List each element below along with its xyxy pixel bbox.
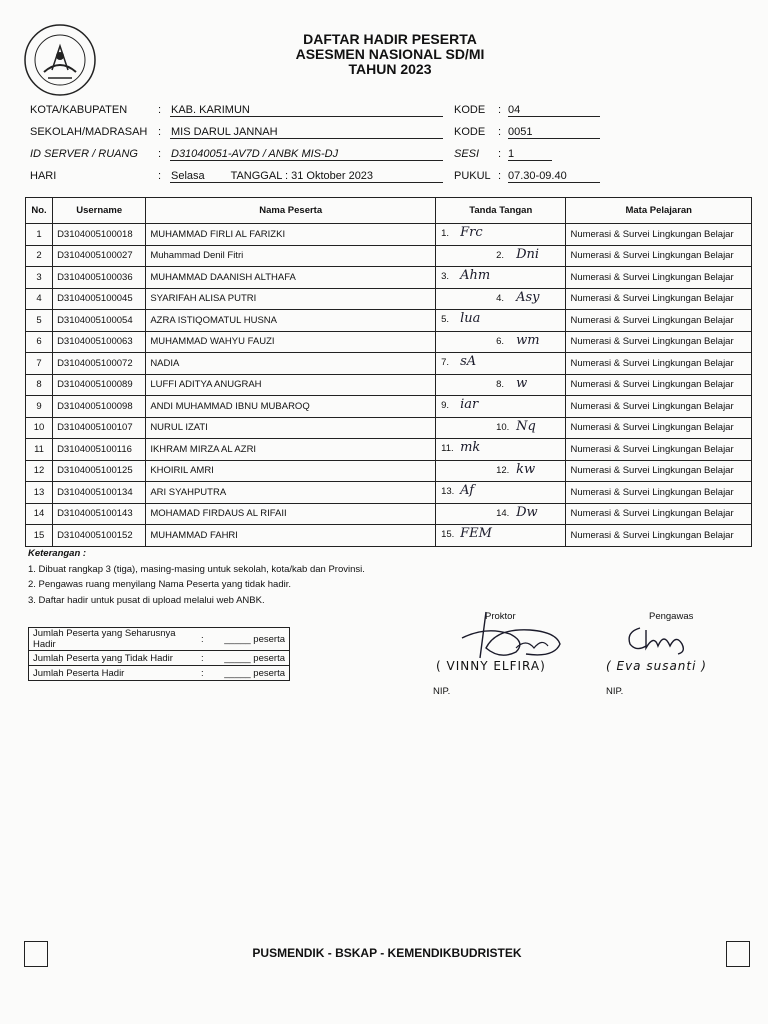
row-no: 15 bbox=[26, 525, 53, 547]
row-username: D3104005100098 bbox=[53, 396, 146, 418]
count-row bbox=[29, 628, 290, 651]
notes-title: Keterangan : bbox=[28, 548, 87, 559]
table-row bbox=[26, 245, 752, 267]
row-username: D3104005100045 bbox=[53, 288, 146, 310]
handwritten-signature: Dw bbox=[516, 504, 538, 520]
title-line-2: ASESMEN NASIONAL SD/MI bbox=[295, 46, 485, 62]
count-label: Jumlah Peserta yang Tidak Hadir bbox=[29, 651, 198, 666]
handwritten-signature: Ahm bbox=[460, 268, 491, 283]
table-row bbox=[26, 417, 752, 439]
signature-number: 9. bbox=[441, 400, 450, 411]
handwritten-signature: sA bbox=[460, 354, 477, 369]
handwritten-signature: Asy bbox=[516, 289, 540, 305]
row-mapel: Numerasi & Survei Lingkungan Belajar bbox=[566, 503, 752, 525]
row-signature-cell bbox=[436, 288, 566, 310]
row-name: IKHRAM MIRZA AL AZRI bbox=[146, 439, 436, 461]
row-mapel: Numerasi & Survei Lingkungan Belajar bbox=[566, 396, 752, 418]
row-no: 9 bbox=[26, 396, 53, 418]
attendance-table bbox=[25, 197, 752, 547]
title-line-1: DAFTAR HADIR PESERTA bbox=[303, 31, 477, 47]
row-name: AZRA ISTIQOMATUL HUSNA bbox=[146, 310, 436, 332]
count-value: _____ peserta bbox=[219, 666, 290, 681]
row-username: D3104005100152 bbox=[53, 525, 146, 547]
colon: : bbox=[498, 148, 502, 160]
row-no: 13 bbox=[26, 482, 53, 504]
row-signature-cell bbox=[436, 439, 566, 461]
colon: : bbox=[498, 126, 502, 138]
row-signature-cell bbox=[436, 267, 566, 289]
colon: : bbox=[158, 104, 162, 116]
footer-box-right bbox=[726, 941, 750, 967]
signature-number: 2. bbox=[496, 249, 505, 261]
signature-number: 14. bbox=[496, 507, 510, 519]
row-no: 11 bbox=[26, 439, 53, 461]
table-header-row bbox=[26, 198, 752, 224]
row-mapel: Numerasi & Survei Lingkungan Belajar bbox=[566, 288, 752, 310]
table-row bbox=[26, 460, 752, 482]
row-name: MUHAMMAD FAHRI bbox=[146, 525, 436, 547]
kode-label: KODE bbox=[454, 126, 486, 138]
sekolah-label: SEKOLAH/MADRASAH bbox=[30, 126, 148, 138]
kode-value: 04 bbox=[508, 104, 600, 117]
handwritten-signature: kw bbox=[516, 461, 536, 477]
table-row bbox=[26, 267, 752, 289]
row-name: LUFFI ADITYA ANUGRAH bbox=[146, 374, 436, 396]
row-name: MUHAMMAD DAANISH ALTHAFA bbox=[146, 267, 436, 289]
row-signature-cell bbox=[436, 482, 566, 504]
row-mapel: Numerasi & Survei Lingkungan Belajar bbox=[566, 267, 752, 289]
row-mapel: Numerasi & Survei Lingkungan Belajar bbox=[566, 353, 752, 375]
header-username: Username bbox=[53, 198, 146, 224]
row-mapel: Numerasi & Survei Lingkungan Belajar bbox=[566, 439, 752, 461]
table-row bbox=[26, 310, 752, 332]
row-username: D3104005100089 bbox=[53, 374, 146, 396]
pengawas-nip: NIP. bbox=[606, 686, 624, 697]
row-signature-cell bbox=[436, 310, 566, 332]
row-no: 2 bbox=[26, 245, 53, 267]
count-row bbox=[29, 651, 290, 666]
table-row bbox=[26, 503, 752, 525]
proktor-nip: NIP. bbox=[433, 686, 451, 697]
kota-value: KAB. KARIMUN bbox=[170, 104, 443, 117]
row-username: D3104005100107 bbox=[53, 417, 146, 439]
sesi-value: 1 bbox=[508, 148, 552, 161]
row-signature-cell bbox=[436, 353, 566, 375]
table-body bbox=[26, 224, 752, 547]
row-no: 12 bbox=[26, 460, 53, 482]
row-username: D3104005100116 bbox=[53, 439, 146, 461]
server-value: D31040051-AV7D / ANBK MIS-DJ bbox=[170, 148, 443, 161]
handwritten-signature: iar bbox=[460, 397, 479, 412]
hari-tanggal-value bbox=[170, 170, 443, 183]
footer bbox=[24, 941, 750, 967]
count-colon: : bbox=[197, 628, 219, 651]
row-signature-cell bbox=[436, 374, 566, 396]
table-row bbox=[26, 353, 752, 375]
pengawas-name: ( Eva susanti ) bbox=[606, 659, 707, 673]
header-mapel: Mata Pelajaran bbox=[566, 198, 752, 224]
row-signature-cell bbox=[436, 245, 566, 267]
footer-text: PUSMENDIK - BSKAP - KEMENDIKBUDRISTEK bbox=[252, 946, 522, 960]
count-colon: : bbox=[197, 666, 219, 681]
signature-number: 8. bbox=[496, 378, 505, 390]
table-row bbox=[26, 331, 752, 353]
row-username: D3104005100036 bbox=[53, 267, 146, 289]
table-row bbox=[26, 396, 752, 418]
colon: : bbox=[498, 104, 502, 116]
row-username: D3104005100143 bbox=[53, 503, 146, 525]
signature-number: 1. bbox=[441, 228, 450, 239]
sekolah-value: MIS DARUL JANNAH bbox=[170, 126, 443, 139]
sesi-label: SESI bbox=[454, 148, 480, 160]
note-item: 3. Daftar hadir untuk pusat di upload melalui web ANBK. bbox=[28, 594, 265, 606]
row-mapel: Numerasi & Survei Lingkungan Belajar bbox=[566, 331, 752, 353]
count-colon: : bbox=[197, 651, 219, 666]
row-name: MUHAMMAD FIRLI AL FARIZKI bbox=[146, 224, 436, 246]
signature-number: 6. bbox=[496, 335, 505, 347]
header-tanda-tangan: Tanda Tangan bbox=[436, 198, 566, 224]
row-signature-cell bbox=[436, 417, 566, 439]
proktor-signature bbox=[456, 608, 566, 664]
row-name: SYARIFAH ALISA PUTRI bbox=[146, 288, 436, 310]
handwritten-signature: wm bbox=[516, 332, 540, 348]
handwritten-signature: Dni bbox=[516, 246, 540, 262]
pukul-label: PUKUL bbox=[454, 170, 491, 182]
signature-number: 5. bbox=[441, 314, 450, 325]
kode-label: KODE bbox=[454, 104, 486, 116]
row-mapel: Numerasi & Survei Lingkungan Belajar bbox=[566, 482, 752, 504]
row-username: D3104005100134 bbox=[53, 482, 146, 504]
footer-box-left bbox=[24, 941, 48, 967]
signature-number: 11. bbox=[441, 443, 454, 454]
row-signature-cell bbox=[436, 224, 566, 246]
colon: : bbox=[158, 148, 162, 160]
table-row bbox=[26, 439, 752, 461]
row-mapel: Numerasi & Survei Lingkungan Belajar bbox=[566, 374, 752, 396]
note-item: 2. Pengawas ruang menyilang Nama Peserta yang tidak hadir. bbox=[28, 579, 291, 590]
table-row bbox=[26, 374, 752, 396]
row-name: MUHAMMAD WAHYU FAUZI bbox=[146, 331, 436, 353]
row-name: ANDI MUHAMMAD IBNU MUBAROQ bbox=[146, 396, 436, 418]
row-mapel: Numerasi & Survei Lingkungan Belajar bbox=[566, 460, 752, 482]
note-item: 1. Dibuat rangkap 3 (tiga), masing-masing untuk sekolah, kota/kab dan Provinsi. bbox=[28, 563, 365, 575]
signature-number: 15. bbox=[441, 529, 455, 540]
row-username: D3104005100027 bbox=[53, 245, 146, 267]
exam-info bbox=[30, 104, 750, 192]
kota-label: KOTA/KABUPATEN bbox=[30, 104, 128, 116]
row-mapel: Numerasi & Survei Lingkungan Belajar bbox=[566, 224, 752, 246]
table-row bbox=[26, 482, 752, 504]
row-signature-cell bbox=[436, 460, 566, 482]
handwritten-signature: Frc bbox=[460, 225, 483, 240]
tanggal-value: 31 Oktober 2023 bbox=[291, 170, 374, 182]
count-value: _____ peserta bbox=[219, 651, 290, 666]
row-signature-cell bbox=[436, 396, 566, 418]
signature-number: 10. bbox=[496, 421, 510, 433]
handwritten-signature: FEM bbox=[460, 526, 492, 541]
hari-value: Selasa bbox=[171, 170, 205, 182]
count-row bbox=[29, 666, 290, 681]
row-no: 1 bbox=[26, 224, 53, 246]
row-no: 5 bbox=[26, 310, 53, 332]
signature-number: 7. bbox=[441, 357, 450, 368]
header-nama: Nama Peserta bbox=[146, 198, 436, 224]
row-mapel: Numerasi & Survei Lingkungan Belajar bbox=[566, 417, 752, 439]
row-no: 4 bbox=[26, 288, 53, 310]
row-username: D3104005100125 bbox=[53, 460, 146, 482]
colon: : bbox=[498, 170, 502, 182]
row-mapel: Numerasi & Survei Lingkungan Belajar bbox=[566, 310, 752, 332]
kode-value: 0051 bbox=[508, 126, 600, 139]
header-no: No. bbox=[26, 198, 53, 224]
row-name: NURUL IZATI bbox=[146, 417, 436, 439]
row-name: NADIA bbox=[146, 353, 436, 375]
colon: : bbox=[158, 126, 162, 138]
pengawas-label: Pengawas bbox=[649, 611, 694, 622]
proktor-name: ( VINNY ELFIRA) bbox=[436, 659, 546, 673]
row-name: Muhammad Denil Fitri bbox=[146, 245, 436, 267]
pukul-value: 07.30-09.40 bbox=[508, 170, 600, 183]
row-username: D3104005100054 bbox=[53, 310, 146, 332]
row-no: 8 bbox=[26, 374, 53, 396]
signature-number: 4. bbox=[496, 292, 505, 304]
row-name: MOHAMAD FIRDAUS AL RIFAII bbox=[146, 503, 436, 525]
row-username: D3104005100072 bbox=[53, 353, 146, 375]
colon: : bbox=[158, 170, 162, 182]
row-no: 7 bbox=[26, 353, 53, 375]
row-signature-cell bbox=[436, 525, 566, 547]
count-value: _____ peserta bbox=[219, 628, 290, 651]
handwritten-signature: lua bbox=[460, 311, 481, 326]
signature-number: 12. bbox=[496, 464, 510, 476]
handwritten-signature: Nq bbox=[516, 418, 536, 434]
row-signature-cell bbox=[436, 331, 566, 353]
row-signature-cell bbox=[436, 503, 566, 525]
server-label: ID SERVER / RUANG bbox=[30, 148, 138, 160]
count-label: Jumlah Peserta yang Seharusnya Hadir bbox=[29, 628, 198, 651]
handwritten-signature: mk bbox=[460, 440, 481, 455]
row-mapel: Numerasi & Survei Lingkungan Belajar bbox=[566, 245, 752, 267]
row-no: 3 bbox=[26, 267, 53, 289]
hari-label: HARI bbox=[30, 170, 57, 182]
signature-number: 3. bbox=[441, 271, 450, 282]
table-row bbox=[26, 224, 752, 246]
row-username: D3104005100063 bbox=[53, 331, 146, 353]
row-no: 6 bbox=[26, 331, 53, 353]
attendance-count-box bbox=[28, 627, 290, 681]
signature-number: 13. bbox=[441, 486, 455, 497]
handwritten-signature: w bbox=[516, 375, 528, 391]
row-mapel: Numerasi & Survei Lingkungan Belajar bbox=[566, 525, 752, 547]
row-name: ARI SYAHPUTRA bbox=[146, 482, 436, 504]
table-row bbox=[26, 525, 752, 547]
title-line-3: TAHUN 2023 bbox=[348, 61, 432, 77]
handwritten-signature: Af bbox=[460, 483, 475, 498]
row-no: 14 bbox=[26, 503, 53, 525]
row-name: KHOIRIL AMRI bbox=[146, 460, 436, 482]
pengawas-signature bbox=[624, 622, 694, 656]
count-label: Jumlah Peserta Hadir bbox=[29, 666, 198, 681]
notes bbox=[28, 546, 365, 608]
row-no: 10 bbox=[26, 417, 53, 439]
tanggal-label: TANGGAL : bbox=[230, 170, 289, 182]
document-title bbox=[240, 32, 540, 77]
tut-wuri-handayani-logo bbox=[22, 22, 98, 98]
row-username: D3104005100018 bbox=[53, 224, 146, 246]
proktor-label: Proktor bbox=[485, 611, 516, 622]
table-row bbox=[26, 288, 752, 310]
